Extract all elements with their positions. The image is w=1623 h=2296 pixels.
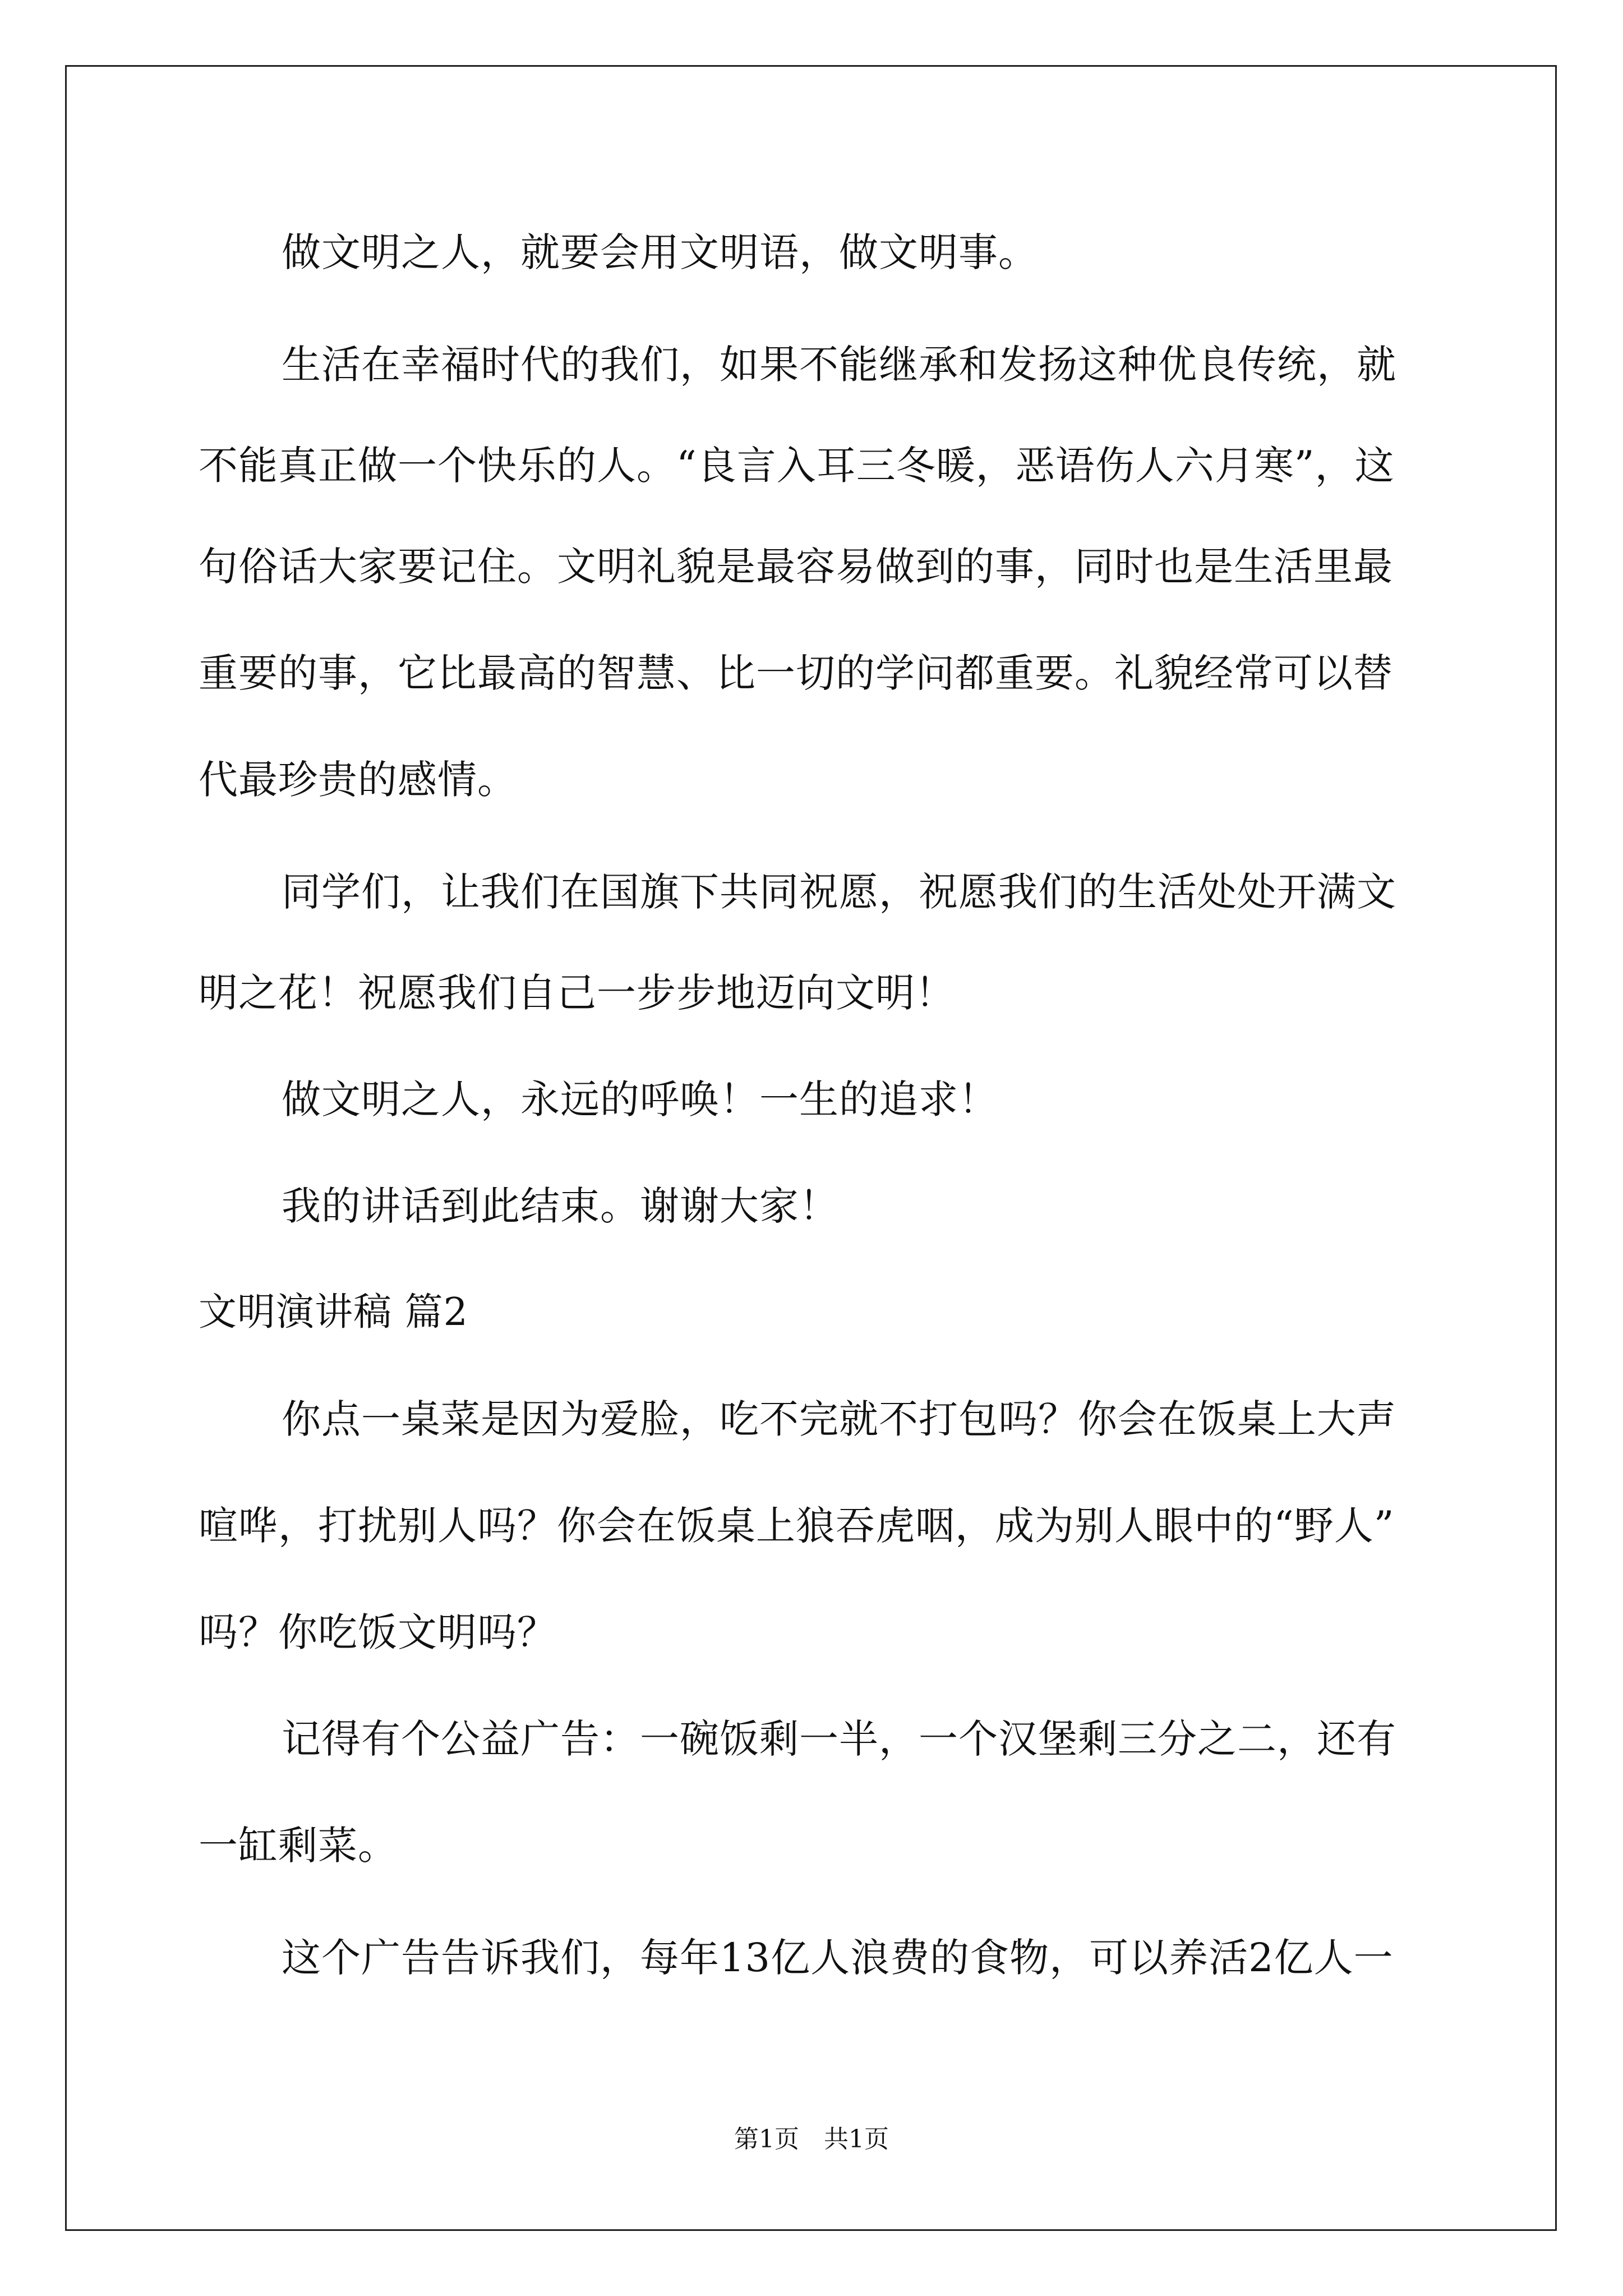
paragraph-line: 这个广告告诉我们，每年13亿人浪费的食物，可以养活2亿人一 [282, 1935, 1394, 1981]
paragraph-line: 做文明之人，永远的呼唤！一生的追求！ [282, 1076, 998, 1122]
paragraph-line: 生活在幸福时代的我们，如果不能继承和发扬这种优良传统，就 [282, 342, 1396, 388]
paragraph-line: 做文明之人，就要会用文明语，做文明事。 [282, 229, 1038, 275]
paragraph-line: 我的讲话到此结束。谢谢大家！ [282, 1183, 839, 1229]
paragraph-line: 重要的事，它比最高的智慧、比一切的学问都重要。礼貌经常可以替 [199, 650, 1393, 696]
paragraph-line: 代最珍贵的感情。 [199, 757, 517, 803]
page-footer: 第1页 共1页 [734, 2125, 889, 2154]
paragraph-line: 一缸剩菜。 [199, 1823, 398, 1869]
paragraph-line: 记得有个公益广告：一碗饭剩一半，一个汉堡剩三分之二，还有 [282, 1716, 1396, 1762]
paragraph-line: 明之花！祝愿我们自己一步步地迈向文明！ [199, 970, 955, 1016]
paragraph-line: 不能真正做一个快乐的人。“良言入耳三冬暖，恶语伤人六月寒”，这 [199, 443, 1395, 489]
paragraph-line: 吗？你吃饭文明吗？ [199, 1609, 557, 1655]
section-heading: 文明演讲稿 篇2 [199, 1290, 468, 1335]
paragraph-line: 同学们，让我们在国旗下共同祝愿，祝愿我们的生活处处开满文 [282, 869, 1396, 915]
paragraph-line: 句俗话大家要记住。文明礼貌是最容易做到的事，同时也是生活里最 [199, 544, 1393, 590]
paragraph-line: 你点一桌菜是因为爱脸，吃不完就不打包吗？你会在饭桌上大声 [282, 1396, 1396, 1442]
paragraph-line: 喧哗，打扰别人吗？你会在饭桌上狼吞虎咽，成为别人眼中的“野人” [199, 1503, 1395, 1549]
